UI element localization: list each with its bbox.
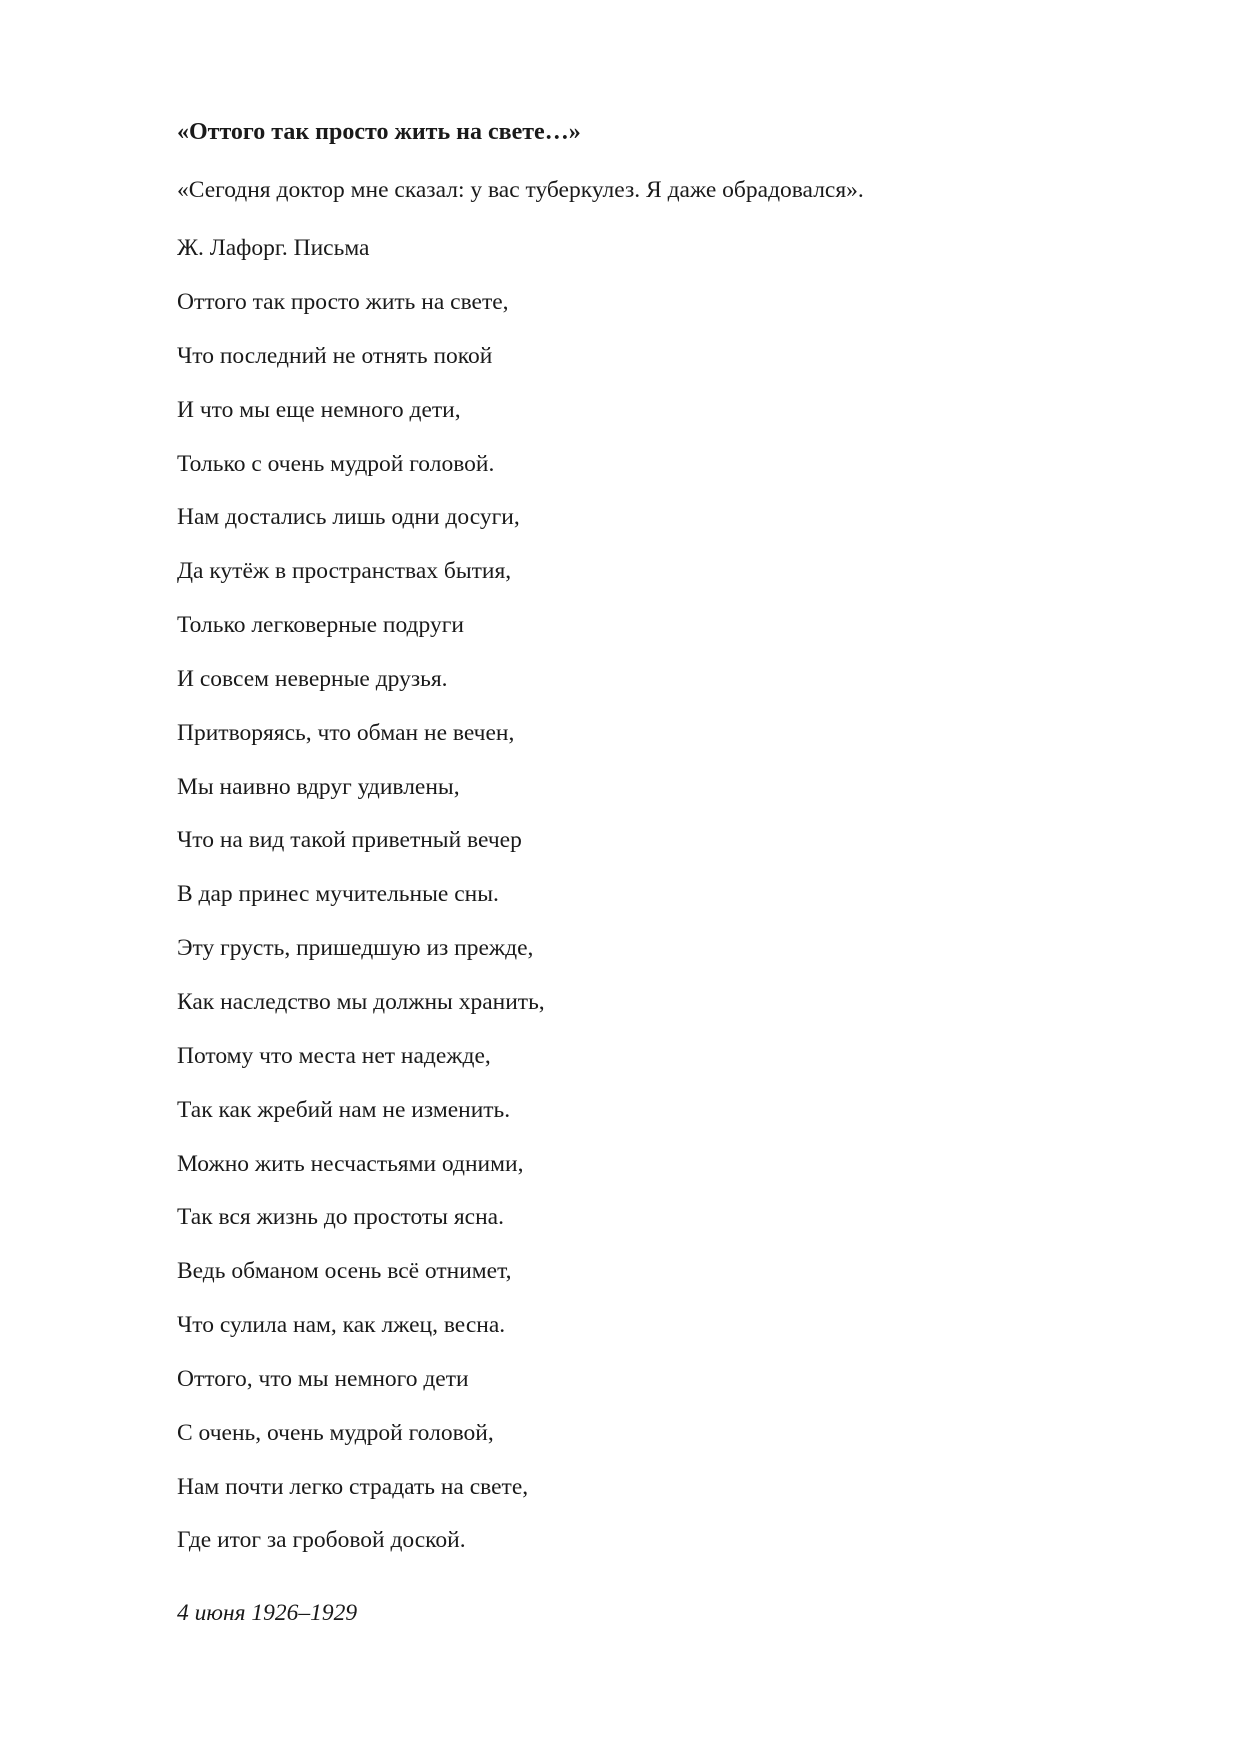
poem-lines <box>177 287 545 1579</box>
poem-line: Как наследство мы должны хранить, <box>177 988 545 1015</box>
poem-line: Потому что места нет надежде, <box>177 1042 491 1069</box>
poem-line: Да кутёж в пространствах бытия, <box>177 558 512 585</box>
poem-line: Так вся жизнь до простоты ясна. <box>177 1204 504 1231</box>
poem-line: Что сулила нам, как лжец, весна. <box>177 1312 506 1339</box>
epigraph-source: Ж. Лафорг. Письма <box>177 235 370 261</box>
poem-line: Ведь обманом осень всё отнимет, <box>177 1258 512 1285</box>
poem-line: С очень, очень мудрой головой, <box>177 1419 494 1446</box>
poem-line: Можно жить несчастьями одними, <box>177 1150 524 1177</box>
poem-line: И что мы еще немного дети, <box>177 396 461 423</box>
poem-line: Притворяясь, что обман не вечен, <box>177 719 515 746</box>
poem-line: И совсем неверные друзья. <box>177 665 448 692</box>
poem-line: Где итог за гробовой доской. <box>177 1527 466 1554</box>
poem-line: Нам достались лишь одни досуги, <box>177 504 520 531</box>
poem-line: Эту грусть, пришедшую из прежде, <box>177 935 534 962</box>
poem-line: Мы наивно вдруг удивлены, <box>177 773 460 800</box>
poem-line: Оттого, что мы немного дети <box>177 1365 469 1392</box>
poem-line: Только легковерные подруги <box>177 612 464 639</box>
poem-line: Что на вид такой приветный вечер <box>177 827 522 854</box>
poem-date: 4 июня 1926–1929 <box>177 1600 358 1626</box>
poem-line: Оттого так просто жить на свете, <box>177 289 509 315</box>
epigraph-quote: «Сегодня доктор мне сказал: у вас туберкулез. Я даже обрадовался». <box>177 177 864 203</box>
poem-title: «Оттого так просто жить на свете…» <box>177 119 581 145</box>
poem-line: Нам почти легко страдать на свете, <box>177 1473 529 1500</box>
poem-line: Только с очень мудрой головой. <box>177 450 495 477</box>
poem-line: Так как жребий нам не изменить. <box>177 1096 511 1123</box>
poem-line: В дар принес мучительные сны. <box>177 881 499 908</box>
poem-line: Что последний не отнять покой <box>177 342 493 369</box>
